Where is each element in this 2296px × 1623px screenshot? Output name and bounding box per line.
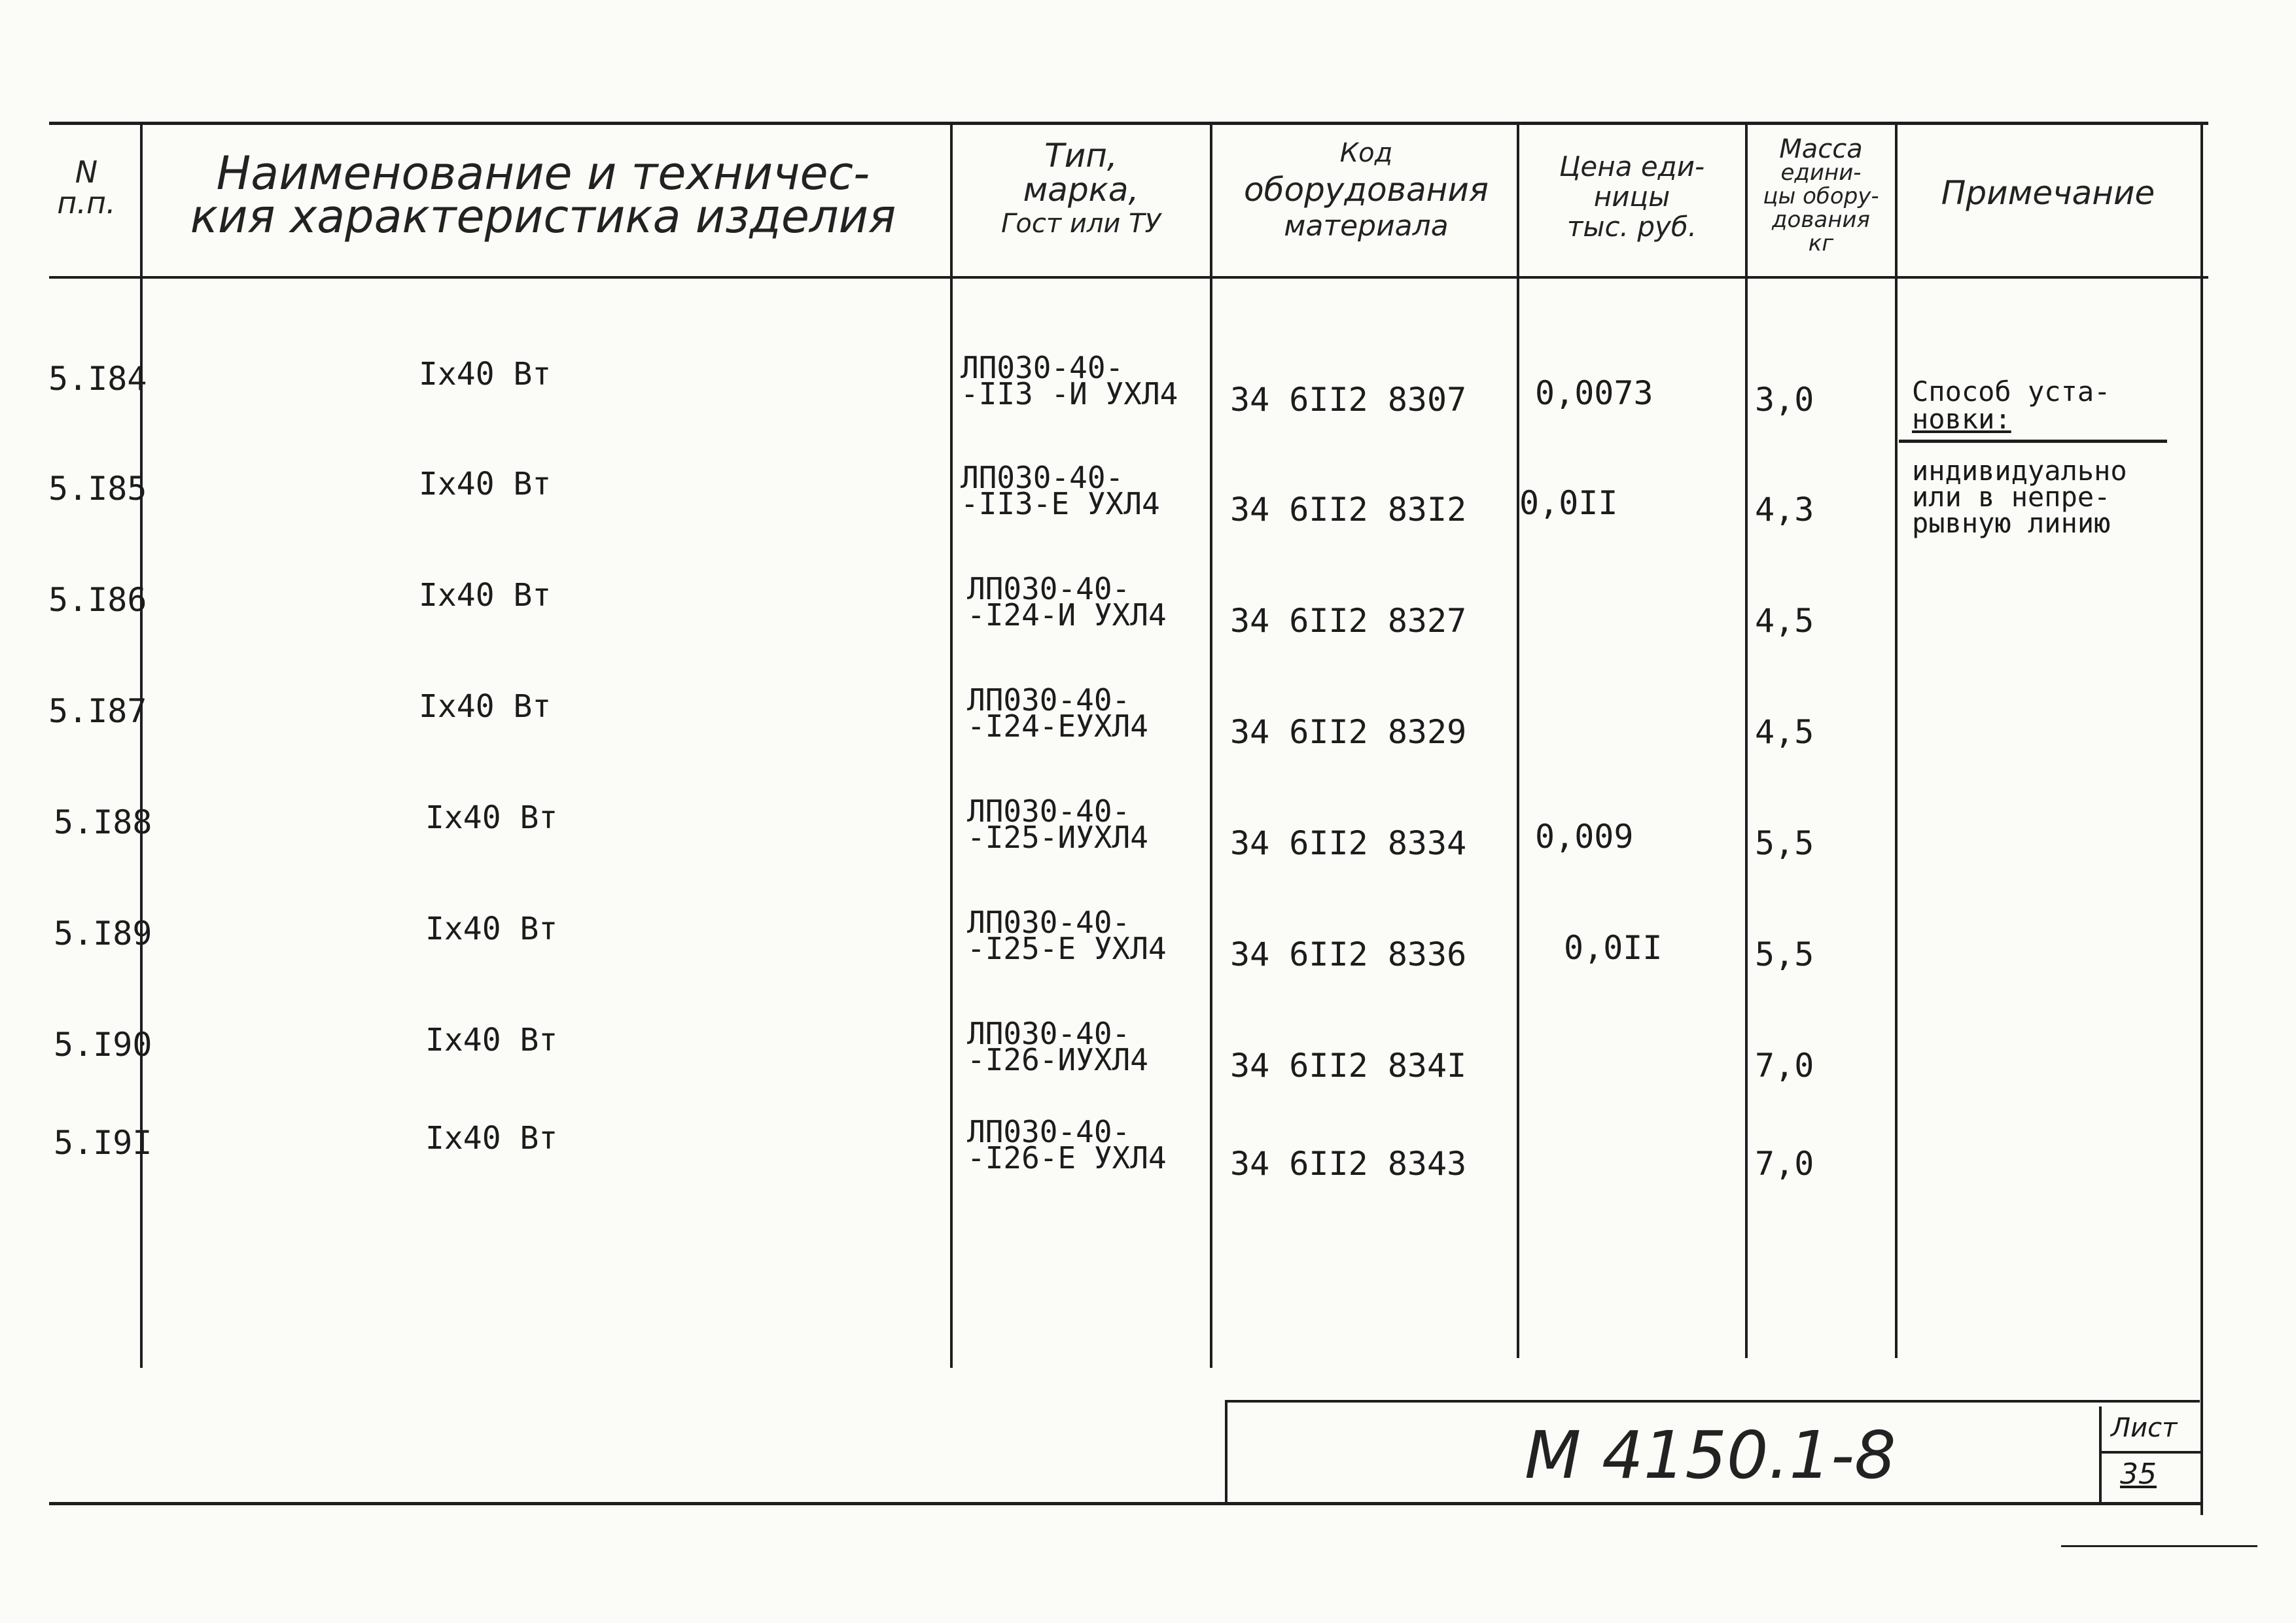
row-type-line: -I25-Е УХЛ4	[967, 931, 1167, 966]
header-code-line: Код	[1339, 138, 1393, 168]
remark-title	[1912, 375, 2111, 435]
row-price: 0,0073	[1535, 374, 1653, 412]
row-code: 34 6II2 8329	[1230, 713, 1467, 751]
header-name-line: Наименование и техничес-	[216, 147, 870, 200]
row-type	[961, 460, 1160, 521]
row-type-line: ЛП030-40-	[967, 1016, 1131, 1051]
header-name-line: кия характеристика изделия	[190, 190, 896, 243]
margin-rule	[2061, 1545, 2257, 1547]
row-mass: 7,0	[1755, 1145, 1814, 1183]
row-type	[967, 571, 1167, 633]
row-price: 0,0II	[1564, 929, 1663, 967]
row-type-line: ЛП030-40-	[967, 571, 1131, 606]
header-type-line: марка,	[1023, 171, 1139, 209]
row-number: 5.I88	[54, 803, 152, 841]
row-code: 34 6II2 8334	[1230, 824, 1467, 862]
row-type-line: -I25-ИУХЛ4	[967, 820, 1148, 855]
row-name: Ix40 Вт	[425, 1022, 558, 1058]
row-type-line: -I24-ЕУХЛ4	[967, 708, 1148, 744]
header-note-line: Примечание	[1941, 174, 2155, 212]
row-name: Ix40 Вт	[425, 799, 558, 836]
header-name	[157, 147, 929, 243]
row-name: Ix40 Вт	[419, 466, 552, 502]
row-number: 5.I89	[54, 915, 152, 952]
row-type	[967, 682, 1148, 744]
row-type-line: ЛП030-40-	[967, 794, 1131, 829]
col-rule-2	[950, 122, 953, 1368]
stamp-sheet-mid-rule	[2100, 1451, 2202, 1454]
header-num-line: п.п.	[57, 184, 116, 220]
row-number: 5.I84	[48, 360, 147, 398]
remark-divider	[1899, 440, 2167, 443]
header-mass-line: цы обору-	[1763, 183, 1879, 209]
row-code: 34 6II2 8307	[1230, 381, 1467, 419]
row-name: Ix40 Вт	[425, 1120, 558, 1157]
sheet-label: Лист	[2111, 1413, 2178, 1443]
table-top-rule	[49, 122, 2208, 125]
row-code: 34 6II2 8343	[1230, 1145, 1467, 1183]
row-type-line: ЛП030-40-	[967, 1114, 1131, 1149]
header-mass	[1750, 134, 1892, 256]
row-type	[967, 1114, 1167, 1176]
row-type	[967, 905, 1167, 966]
col-rule-3	[1210, 122, 1212, 1368]
row-mass: 4,5	[1755, 602, 1814, 640]
header-price-line: Цена еди-	[1559, 150, 1705, 183]
row-type	[961, 350, 1178, 411]
row-number: 5.I90	[54, 1026, 152, 1064]
remark-body-line: индивидуально	[1912, 455, 2127, 487]
row-price: 0,0II	[1519, 484, 1618, 522]
row-code: 34 6II2 834I	[1230, 1047, 1467, 1085]
row-type-line: -I26-Е УХЛ4	[967, 1140, 1167, 1176]
row-type-line: ЛП030-40-	[961, 460, 1124, 495]
header-mass-line: дования	[1772, 207, 1870, 233]
row-mass: 7,0	[1755, 1047, 1814, 1085]
row-type-line: ЛП030-40-	[967, 682, 1131, 718]
header-code-line: оборудования	[1244, 171, 1489, 209]
remark-body-line: или в непре-	[1912, 481, 2111, 513]
header-mass-line: Масса	[1779, 134, 1863, 164]
row-number: 5.I86	[48, 581, 147, 619]
row-number: 5.I87	[48, 692, 147, 730]
stamp-sheet-rule	[2099, 1406, 2102, 1505]
col-rule-1	[140, 122, 143, 1368]
row-type-line: -I26-ИУХЛ4	[967, 1042, 1148, 1077]
header-mass-line: едини-	[1780, 160, 1862, 186]
header-price-line: тыс. руб.	[1566, 211, 1697, 243]
row-type-line: ЛП030-40-	[967, 905, 1131, 940]
header-bottom-rule	[49, 276, 2208, 279]
row-code: 34 6II2 8336	[1230, 935, 1467, 973]
header-code	[1216, 135, 1517, 245]
row-type	[967, 794, 1148, 855]
row-name: Ix40 Вт	[419, 356, 552, 393]
document-number: М 4150.1-8	[1525, 1417, 1896, 1493]
header-mass-line: кг	[1808, 230, 1834, 256]
col-rule-right	[2200, 122, 2203, 1515]
stamp-left-rule	[1225, 1400, 1227, 1505]
row-price: 0,009	[1535, 818, 1634, 856]
row-type-line: -I24-И УХЛ4	[967, 597, 1167, 633]
frame-bottom-rule	[49, 1502, 2202, 1505]
row-type-line: -II3-Е УХЛ4	[961, 486, 1160, 521]
sheet-number: 35	[2120, 1457, 2157, 1491]
col-rule-4	[1517, 122, 1519, 1358]
col-rule-6	[1895, 122, 1898, 1358]
row-number: 5.I85	[48, 470, 147, 508]
header-code-line: материала	[1284, 209, 1449, 243]
header-price	[1522, 152, 1742, 242]
row-mass: 5,5	[1755, 935, 1814, 973]
remark-title-line: новки:	[1912, 403, 2011, 435]
row-number: 5.I9I	[54, 1124, 152, 1162]
row-mass: 5,5	[1755, 824, 1814, 862]
header-num-line: N	[75, 154, 98, 190]
row-name: Ix40 Вт	[425, 911, 558, 947]
row-type-line: ЛП030-40-	[961, 350, 1124, 385]
row-mass: 4,3	[1755, 491, 1814, 529]
row-name: Ix40 Вт	[419, 688, 552, 725]
header-type	[957, 139, 1205, 241]
header-type-line: Гост или ТУ	[1001, 209, 1161, 239]
header-num	[41, 154, 132, 220]
row-mass: 4,5	[1755, 713, 1814, 751]
remark-title-line: Способ уста-	[1912, 375, 2111, 408]
row-name: Ix40 Вт	[419, 577, 552, 614]
col-rule-5	[1745, 122, 1748, 1358]
remark-body-line: рывную линию	[1912, 507, 2111, 539]
header-note	[1901, 174, 2195, 212]
row-mass: 3,0	[1755, 381, 1814, 419]
header-type-line: Тип,	[1044, 137, 1118, 175]
row-type	[967, 1016, 1148, 1077]
stamp-top-rule	[1225, 1400, 2200, 1403]
row-code: 34 6II2 8327	[1230, 602, 1467, 640]
remark-body	[1912, 455, 2127, 539]
row-code: 34 6II2 83I2	[1230, 491, 1467, 529]
row-type-line: -II3 -И УХЛ4	[961, 376, 1178, 411]
header-price-line: ницы	[1593, 181, 1670, 213]
